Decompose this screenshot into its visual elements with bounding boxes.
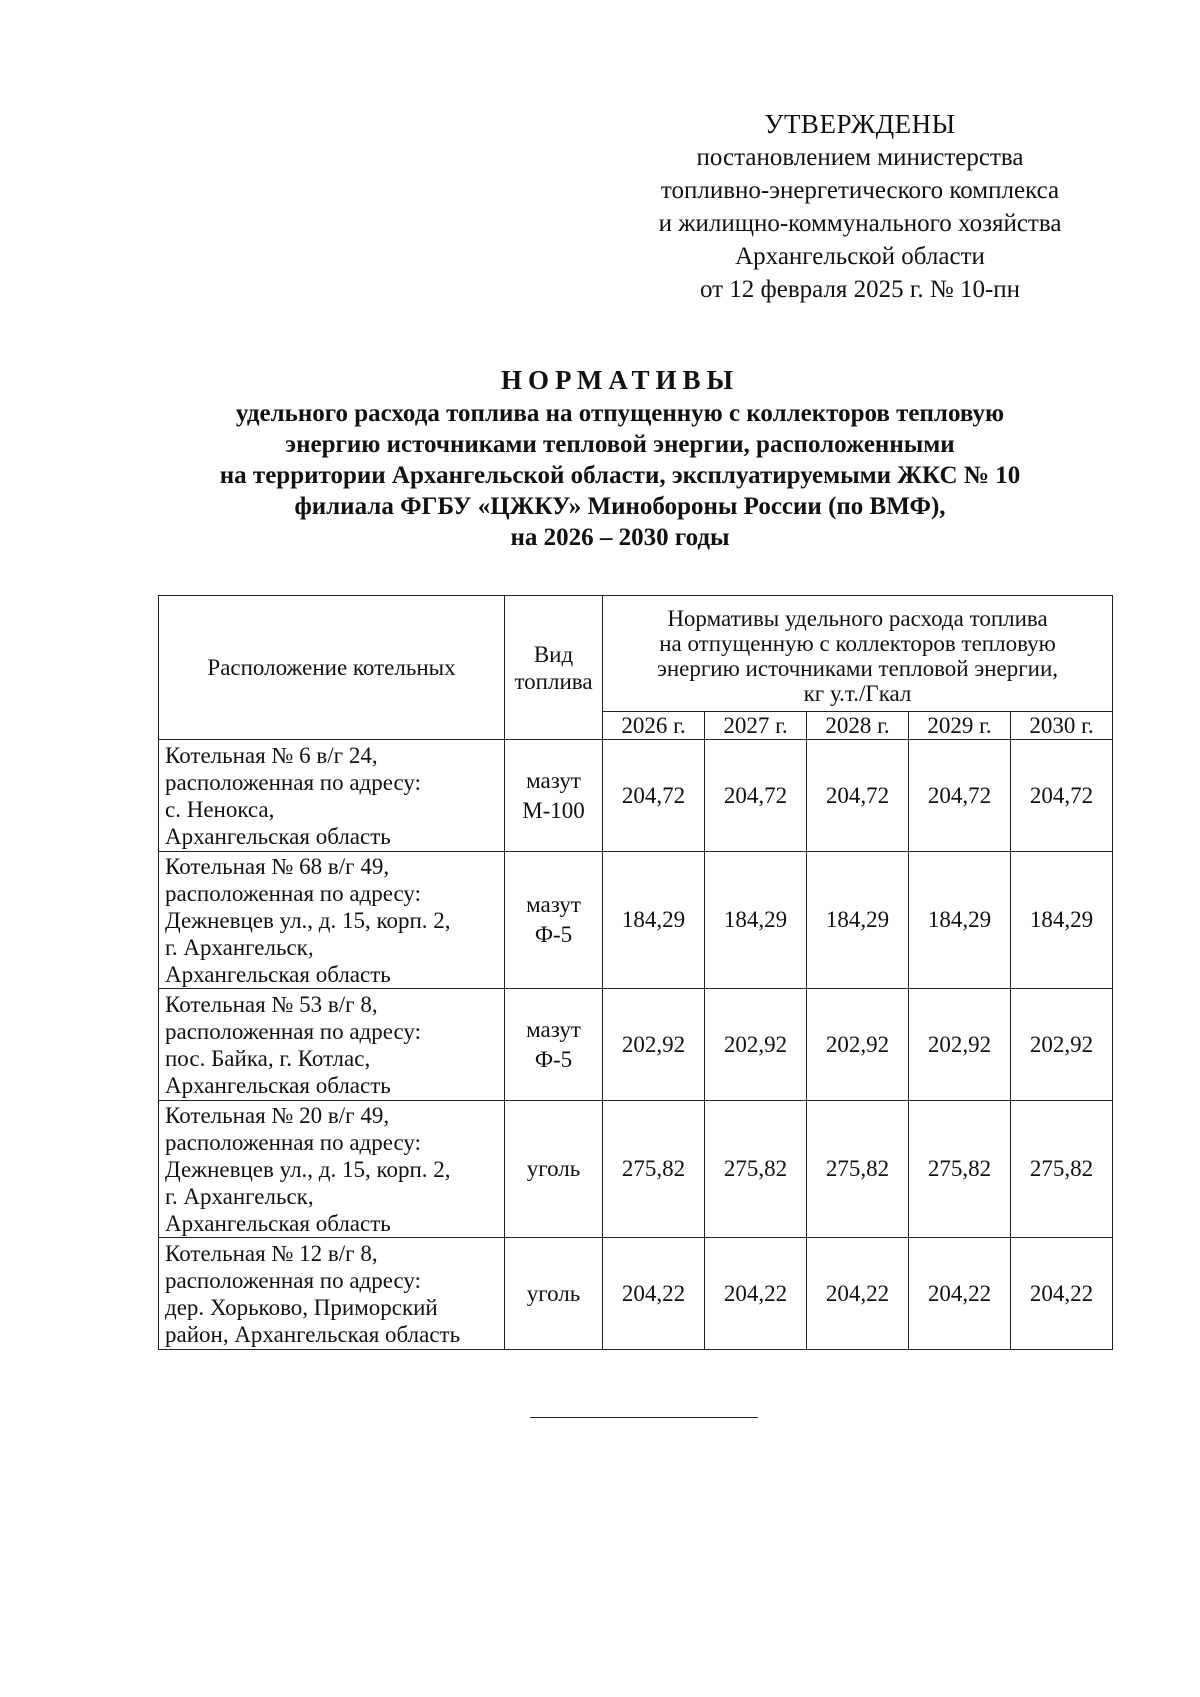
boiler-location	[159, 1238, 505, 1350]
location-line: г. Архангельск,	[165, 1183, 314, 1209]
header-norm-line: энергию источниками тепловой энергии,	[656, 655, 1059, 681]
location-line: расположенная по адресу:	[165, 1267, 422, 1293]
norm-value: 204,22	[807, 1238, 909, 1350]
header-norm-line: на отпущенную с коллекторов тепловую	[659, 630, 1056, 656]
fuel-type	[505, 1238, 603, 1350]
header-norm-line: Нормативы удельного расхода топлива	[667, 605, 1048, 631]
norm-value: 275,82	[807, 1101, 909, 1238]
location-line: дер. Хорьково, Приморский	[165, 1294, 438, 1320]
norm-value: 204,72	[705, 740, 807, 852]
norm-value: 204,72	[807, 740, 909, 852]
title-line: на 2026 – 2030 годы	[510, 524, 730, 551]
approval-line: топливно-энергетического комплекса	[660, 177, 1060, 204]
location-line: расположенная по адресу:	[165, 769, 422, 795]
location-line: расположенная по адресу:	[165, 1018, 422, 1044]
norm-value: 184,29	[603, 852, 705, 989]
fuel-line: мазут	[526, 1016, 581, 1042]
norm-value: 204,22	[603, 1238, 705, 1350]
location-line: расположенная по адресу:	[165, 880, 422, 906]
table-row	[159, 1101, 1113, 1238]
header-year: 2028 г.	[807, 712, 909, 740]
location-line: Архангельская область	[165, 1210, 391, 1236]
location-line: Архангельская область	[165, 823, 391, 849]
norm-value: 202,92	[1011, 989, 1113, 1101]
fuel-line: мазут	[526, 767, 581, 793]
boiler-location	[159, 1101, 505, 1238]
title-main: НОРМАТИВЫ	[500, 365, 740, 395]
location-line: Котельная № 53 в/г 8,	[165, 991, 378, 1017]
header-norms	[603, 596, 1113, 712]
norm-value: 202,92	[807, 989, 909, 1101]
boiler-location	[159, 989, 505, 1101]
norm-value: 275,82	[1011, 1101, 1113, 1238]
location-line: Котельная № 6 в/г 24,	[165, 742, 378, 768]
end-divider	[530, 1417, 758, 1418]
norm-value: 204,72	[603, 740, 705, 852]
norm-value: 184,29	[909, 852, 1011, 989]
location-line: с. Ненокса,	[165, 796, 275, 822]
title-line: удельного расхода топлива на отпущенную с коллекторов тепловую	[235, 400, 1005, 427]
header-location: Расположение котельных	[159, 596, 505, 740]
approval-heading: УТВЕРЖДЕНЫ	[764, 109, 956, 139]
header-year: 2029 г.	[909, 712, 1011, 740]
title-line: энергию источниками тепловой энергии, расположенными	[285, 431, 955, 458]
fuel-type	[505, 740, 603, 852]
approval-line: Архангельской области	[735, 243, 985, 270]
document-title	[100, 362, 1140, 553]
norm-value: 204,22	[705, 1238, 807, 1350]
approval-stamp	[610, 108, 1110, 306]
norm-value: 184,29	[1011, 852, 1113, 989]
fuel-type	[505, 852, 603, 989]
fuel-line: мазут	[526, 892, 581, 917]
location-line: Котельная № 68 в/г 49,	[165, 853, 390, 879]
header-year: 2030 г.	[1011, 712, 1113, 740]
location-line: Котельная № 20 в/г 49,	[165, 1102, 390, 1128]
location-line: Архангельская область	[165, 1072, 391, 1098]
approval-line: и жилищно-коммунального хозяйства	[658, 210, 1062, 237]
norm-value: 275,82	[909, 1101, 1011, 1238]
location-line: г. Архангельск,	[165, 934, 314, 960]
header-fuel	[505, 596, 603, 740]
title-line: филиала ФГБУ «ЦЖКУ» Минобороны России (по ВМФ),	[294, 493, 946, 520]
fuel-line: М-100	[522, 797, 585, 823]
norm-value: 204,72	[1011, 740, 1113, 852]
location-line: пос. Байка, г. Котлас,	[165, 1045, 371, 1071]
fuel-line: Ф-5	[534, 1046, 573, 1072]
table-row	[159, 1238, 1113, 1350]
title-line: на территории Архангельской области, эксплуатируемыми ЖКС № 10	[219, 462, 1021, 489]
norm-value: 275,82	[603, 1101, 705, 1238]
fuel-type	[505, 989, 603, 1101]
norm-value: 275,82	[705, 1101, 807, 1238]
header-row	[159, 596, 1113, 712]
fuel-line: уголь	[526, 1156, 581, 1181]
header-year: 2027 г.	[705, 712, 807, 740]
norm-value: 204,22	[1011, 1238, 1113, 1350]
header-fuel-line: топлива	[514, 668, 593, 694]
boiler-location	[159, 740, 505, 852]
table-row	[159, 989, 1113, 1101]
location-line: расположенная по адресу:	[165, 1129, 422, 1155]
fuel-type	[505, 1101, 603, 1238]
norm-value: 204,72	[909, 740, 1011, 852]
table-row	[159, 852, 1113, 989]
fuel-line: уголь	[526, 1280, 581, 1306]
norm-value: 204,22	[909, 1238, 1011, 1350]
norms-table	[158, 595, 1113, 1350]
norm-value: 202,92	[909, 989, 1011, 1101]
norm-value: 184,29	[705, 852, 807, 989]
location-line: Котельная № 12 в/г 8,	[165, 1240, 378, 1266]
norm-value: 202,92	[603, 989, 705, 1101]
location-line: Архангельская область	[165, 961, 391, 987]
table-row	[159, 740, 1113, 852]
location-line: Дежневцев ул., д. 15, корп. 2,	[165, 907, 451, 933]
fuel-line: Ф-5	[534, 922, 573, 947]
header-fuel-line: Вид	[533, 641, 574, 667]
location-line: район, Архангельская область	[165, 1321, 461, 1347]
norm-value: 184,29	[807, 852, 909, 989]
approval-line: от 12 февраля 2025 г. № 10-пн	[699, 276, 1021, 303]
norm-value: 202,92	[705, 989, 807, 1101]
header-norm-line: кг у.т./Гкал	[803, 680, 912, 706]
boiler-location	[159, 852, 505, 989]
header-year: 2026 г.	[603, 712, 705, 740]
location-line: Дежневцев ул., д. 15, корп. 2,	[165, 1156, 451, 1182]
approval-line: постановлением министерства	[696, 144, 1024, 171]
